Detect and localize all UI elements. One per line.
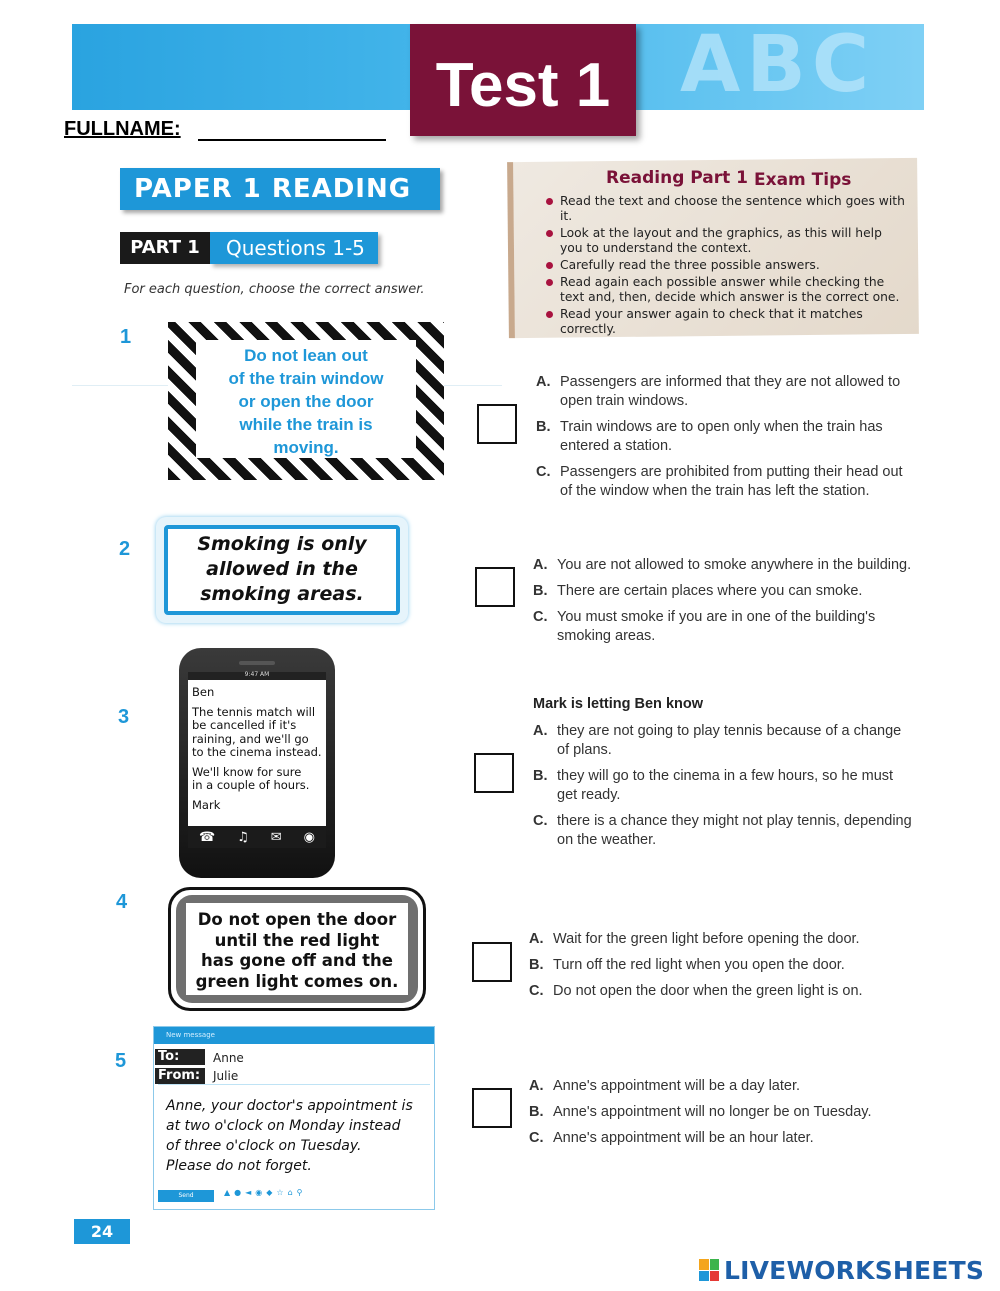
message-line: Mark [192,797,221,812]
email-to-value: Anne [213,1051,244,1065]
sign-line: while the train is [239,415,373,434]
email-from-label: From: [155,1068,205,1084]
phone-speaker [239,661,275,665]
options-5 [529,1077,915,1155]
email-line: of three o'clock on Tuesday. [166,1138,362,1154]
option-c: C. Anne's appointment will be an hour later. [529,1130,814,1146]
questions-range: Questions 1-5 [210,232,378,264]
phone-time: 9:47 AM [244,671,270,678]
music-note-icon: ♫ [237,829,249,845]
page-number: 24 [74,1219,130,1244]
message-line: to the cinema instead. [192,745,322,759]
option-b: B. Turn off the red light when you open the door. [529,957,845,973]
tips-subtitle: Exam Tips [754,170,852,190]
tips-list [546,194,908,339]
header-decor-letters: ABC [680,20,876,110]
answer-box-5[interactable] [472,1088,512,1128]
tips-title: Reading Part 1 [606,168,749,188]
phone-call-icon: ☎ [198,829,216,845]
answer-box-3[interactable] [474,753,514,793]
message-line: We'll know for sure [192,764,302,779]
message-line: be cancelled if it's [192,718,297,732]
tip-item: Read your answer again to check that it matches correctly. [546,307,908,337]
sign-line: of the train window [228,369,384,388]
page-title: Test 1 [435,51,611,120]
sign-line: Do not lean out [244,346,368,365]
answer-box-2[interactable] [475,567,515,607]
question-number-4: 4 [116,891,128,913]
tip-item: Carefully read the three possible answers. [546,258,908,273]
sign-line: has gone off and the [201,951,393,970]
option-b: B. Train windows are to open only when the train has entered a station. [536,419,883,454]
tip-item: Look at the layout and the graphics, as this will help you to understand the context. [546,226,908,256]
sign-line: until the red light [214,930,380,950]
option-c: C. there is a chance they might not play tennis, depending on the weather. [533,813,912,848]
tip-item: Read again each possible answer while checking the text and, then, decide which answer is the correct one. [546,275,908,305]
option-c: C. Passengers are prohibited from putting their head out of the window when the train has left the station. [536,464,903,499]
options-3 [533,722,915,857]
warning-sign-text [196,344,416,459]
instruction-text: For each question, choose the correct answer. [124,282,425,297]
question-number-5: 5 [115,1050,127,1072]
option-a: A. Passengers are informed that they are not allowed to open train windows. [536,374,901,409]
sign-line: Do not open the door [197,910,397,929]
message-line: Ben [192,685,215,699]
message-line: The tennis match will [192,704,316,719]
options-4 [529,930,915,1008]
option-a: A. they are not going to play tennis because of a change of plans. [533,723,902,758]
paper-heading: PAPER 1 READING [120,168,440,210]
answer-box-4[interactable] [472,942,512,982]
option-b: B. There are certain places where you can smoke. [533,583,863,599]
smoking-sign-text [164,532,400,607]
liveworksheets-logo-icon [699,1259,719,1281]
email-divider [158,1084,430,1085]
email-send-button: Send [158,1190,214,1202]
option-c: C. You must smoke if you are in one of the building's smoking areas. [533,609,876,644]
message-line: in a couple of hours. [192,778,310,792]
door-sign-text [186,910,408,992]
question-number-1: 1 [120,326,132,348]
email-line: Please do not forget. [166,1158,312,1174]
options-2 [533,556,917,653]
email-line: Anne, your doctor's appointment is [166,1098,413,1114]
part-label: PART 1 [120,232,210,264]
fullname-label: FULLNAME: [64,118,181,140]
email-body [166,1096,428,1176]
option-b: B. Anne's appointment will no longer be on Tuesday. [529,1104,872,1120]
option-a: A. Wait for the green light before opening the door. [529,931,860,947]
email-from-value: Julie [213,1069,239,1083]
question-stem-3: Mark is letting Ben know [533,696,703,712]
question-number-2: 2 [119,538,131,560]
sign-line: moving. [273,438,339,457]
answer-box-1[interactable] [477,404,517,444]
option-a: A. You are not allowed to smoke anywhere in the building. [533,557,912,573]
phone-message [192,686,324,812]
sign-line: allowed in the [206,558,358,580]
sign-line: or open the door [238,392,374,411]
liveworksheets-logo: LIVEWORKSHEETS [724,1256,985,1285]
globe-icon: ◉ [303,829,315,845]
email-to-label: To: [155,1049,205,1065]
phone-dock [188,826,326,848]
tip-item: Read the text and choose the sentence which goes with it. [546,194,908,224]
question-number-3: 3 [118,706,130,728]
fullname-input-line[interactable] [198,139,386,141]
options-1 [536,373,916,508]
sign-line: Smoking is only [197,533,367,555]
message-line: raining, and we'll go [192,731,309,746]
sign-line: green light comes on. [195,971,399,991]
sign-line: smoking areas. [200,583,364,605]
option-a: A. Anne's appointment will be a day later. [529,1078,801,1094]
email-line: at two o'clock on Monday instead [166,1118,401,1134]
email-title-bar: New message [154,1027,434,1044]
option-b: B. they will go to the cinema in a few hours, so he must get ready. [533,768,894,803]
mail-icon: ✉ [270,829,282,845]
email-toolbar-icons: ▲●◄◉◆☆⌂⚲ [224,1188,307,1197]
option-c: C. Do not open the door when the green light is on. [529,983,863,999]
